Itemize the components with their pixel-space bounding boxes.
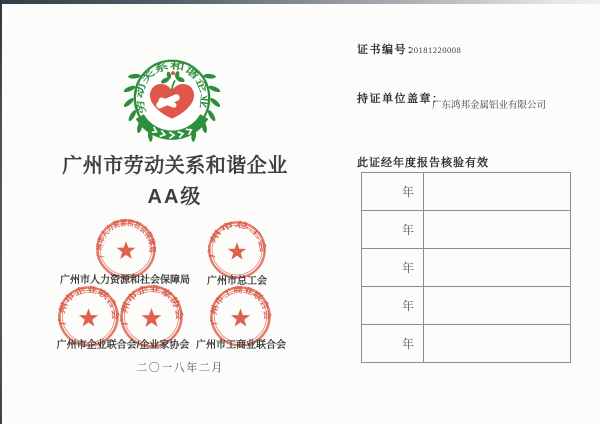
verification-blank-cell bbox=[424, 173, 571, 211]
seal-label-enterprise-confederation: 广州市企业联合会/企业家协会 bbox=[56, 340, 190, 351]
holder-company-name: 广东鸿邦金属铝业有限公司 bbox=[432, 101, 547, 111]
seal-arc-text: 广州市工商业联合会 bbox=[209, 285, 272, 326]
year-cell: 年 bbox=[362, 249, 424, 287]
table-row bbox=[362, 173, 571, 211]
table-row bbox=[362, 287, 571, 325]
scan-edge-left bbox=[0, 0, 2, 424]
star-icon bbox=[228, 242, 246, 259]
certificate-number-label: 证书编号： bbox=[357, 44, 420, 56]
table-row bbox=[362, 325, 571, 363]
harmonious-labor-emblem bbox=[110, 42, 234, 156]
holder-seal-label: 持证单位盖章： bbox=[357, 93, 445, 105]
seal-arc-text: 广州市人力资源和社会保障局 bbox=[95, 218, 157, 259]
seal-label-industry-commerce: 广州市工商业联合会 bbox=[196, 340, 286, 351]
annual-verification-caption: 此证经年度报告核验有效 bbox=[357, 157, 489, 169]
issue-date: 二〇一八年二月 bbox=[136, 362, 224, 374]
table-row bbox=[362, 211, 571, 249]
seal-label-trade-union: 广州市总工会 bbox=[207, 276, 267, 287]
certificate-grade: AA级 bbox=[147, 186, 203, 208]
star-icon bbox=[142, 308, 162, 327]
year-cell: 年 bbox=[362, 325, 424, 363]
seal-arc-text: 广州市总工会 bbox=[207, 220, 267, 259]
year-cell: 年 bbox=[362, 173, 424, 211]
certificate-title: 广州市劳动关系和谐企业 bbox=[62, 155, 288, 177]
seal-arc-text: 广州市企业联合会 bbox=[57, 285, 120, 326]
verification-blank-cell bbox=[424, 249, 571, 287]
seal-label-hr-bureau: 广州市人力资源和社会保障局 bbox=[60, 275, 190, 286]
certificate-number-value: 20181220008 bbox=[409, 45, 462, 55]
verification-blank-cell bbox=[424, 287, 571, 325]
annual-verification-table bbox=[361, 172, 571, 363]
year-cell: 年 bbox=[362, 287, 424, 325]
seal-federation-trade-unions bbox=[207, 220, 267, 280]
star-icon bbox=[117, 241, 136, 259]
star-icon bbox=[231, 308, 250, 326]
emblem-arc-text: 劳动关系和谐企业 bbox=[134, 60, 210, 115]
verification-blank-cell bbox=[424, 325, 571, 363]
table-row bbox=[362, 249, 571, 287]
verification-blank-cell bbox=[424, 211, 571, 249]
seal-arc-text: 广州市企业家协会 bbox=[119, 284, 184, 327]
year-cell: 年 bbox=[362, 211, 424, 249]
scan-edge-top bbox=[0, 0, 600, 4]
star-icon bbox=[79, 308, 98, 326]
